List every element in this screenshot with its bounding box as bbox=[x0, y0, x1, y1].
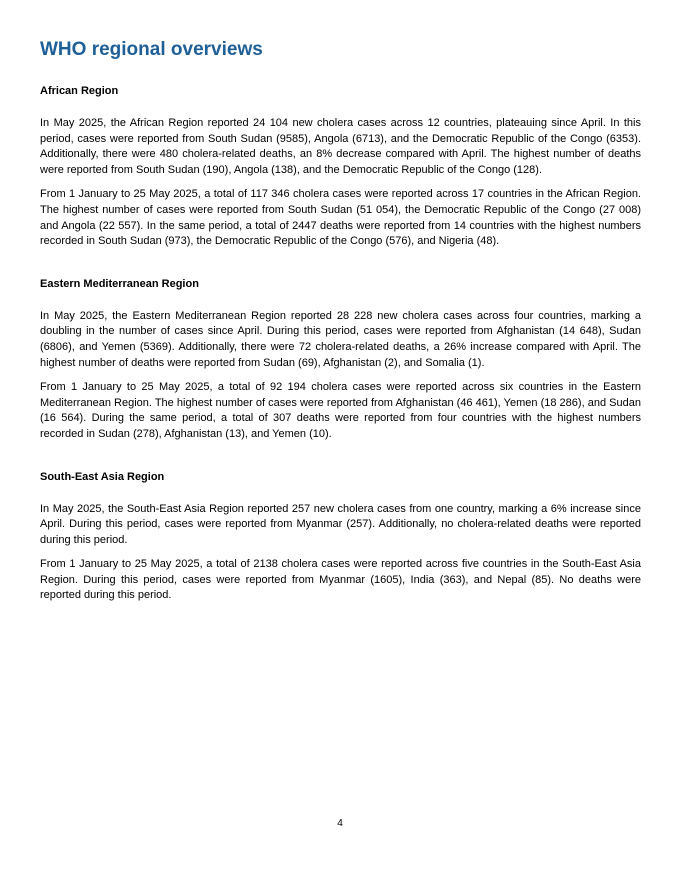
section-african-region bbox=[40, 84, 641, 250]
paragraph: From 1 January to 25 May 2025, a total of 92 194 cholera cases were reported across six countries in the Eastern Mediterranean Region. The highest number of cases were reported from Afghanistan (46 461), Yemen (18 286), and Sudan (16 564). During the same period, a total of 307 deaths were reported from four countries with the highest numbers recorded in Sudan (278), Afghanistan (13), and Yemen (10). bbox=[40, 381, 641, 440]
section-heading: South-East Asia Region bbox=[40, 470, 165, 483]
paragraph: In May 2025, the African Region reported 24 104 new cholera cases across 12 countries, plateauing since April. In this period, cases were reported from South Sudan (9585), Angola (6713), and the Democratic Republic of the Congo (6353). Additionally, there were 480 cholera-related deaths, an 8% decrease compared with April. The highest number of deaths were reported from South Sudan (190), Angola (138), and the Democratic Republic of the Congo (128). bbox=[40, 117, 641, 176]
paragraph: In May 2025, the South-East Asia Region reported 257 new cholera cases from one country, marking a 6% increase since April. During this period, cases were reported from Myanmar (257). Additionally, no cholera-related deaths were reported during this period. bbox=[40, 502, 641, 546]
paragraph: In May 2025, the Eastern Mediterranean Region reported 28 228 new cholera cases across four countries, marking a doubling in the number of cases since April. During this period, cases were reported from Afghanistan (14 648), Sudan (6806), and Yemen (5369). Additionally, there were 72 cholera-related deaths, a 26% increase compared with April. The highest number of deaths were reported from Sudan (69), Afghanistan (2), and Somalia (1). bbox=[40, 309, 641, 369]
document-page bbox=[40, 38, 641, 631]
page-number: 4 bbox=[337, 818, 343, 829]
section-heading: African Region bbox=[40, 85, 119, 97]
paragraph: From 1 January to 25 May 2025, a total of 2138 cholera cases were reported across five countries in the South-East Asia Region. During this period, cases were reported from Myanmar (1605), India (363), and Nepal (85). No deaths were reported during this period. bbox=[40, 558, 641, 602]
section-south-east-asia-region bbox=[40, 470, 641, 605]
section-eastern-mediterranean-region bbox=[40, 277, 641, 443]
section-heading: Eastern Mediterranean Region bbox=[40, 277, 199, 290]
page-title: WHO regional overviews bbox=[40, 39, 263, 60]
paragraph: From 1 January to 25 May 2025, a total of 117 346 cholera cases were reported across 17 countries in the African Region. The highest number of cases were reported from South Sudan (51 054), the Democratic Republic of the Congo (27 008) and Angola (22 557). In the same period, a total of 2447 deaths were reported from 14 countries with the highest numbers recorded in South Sudan (973), the Democratic Republic of the Congo (576), and Nigeria (48). bbox=[40, 188, 641, 248]
